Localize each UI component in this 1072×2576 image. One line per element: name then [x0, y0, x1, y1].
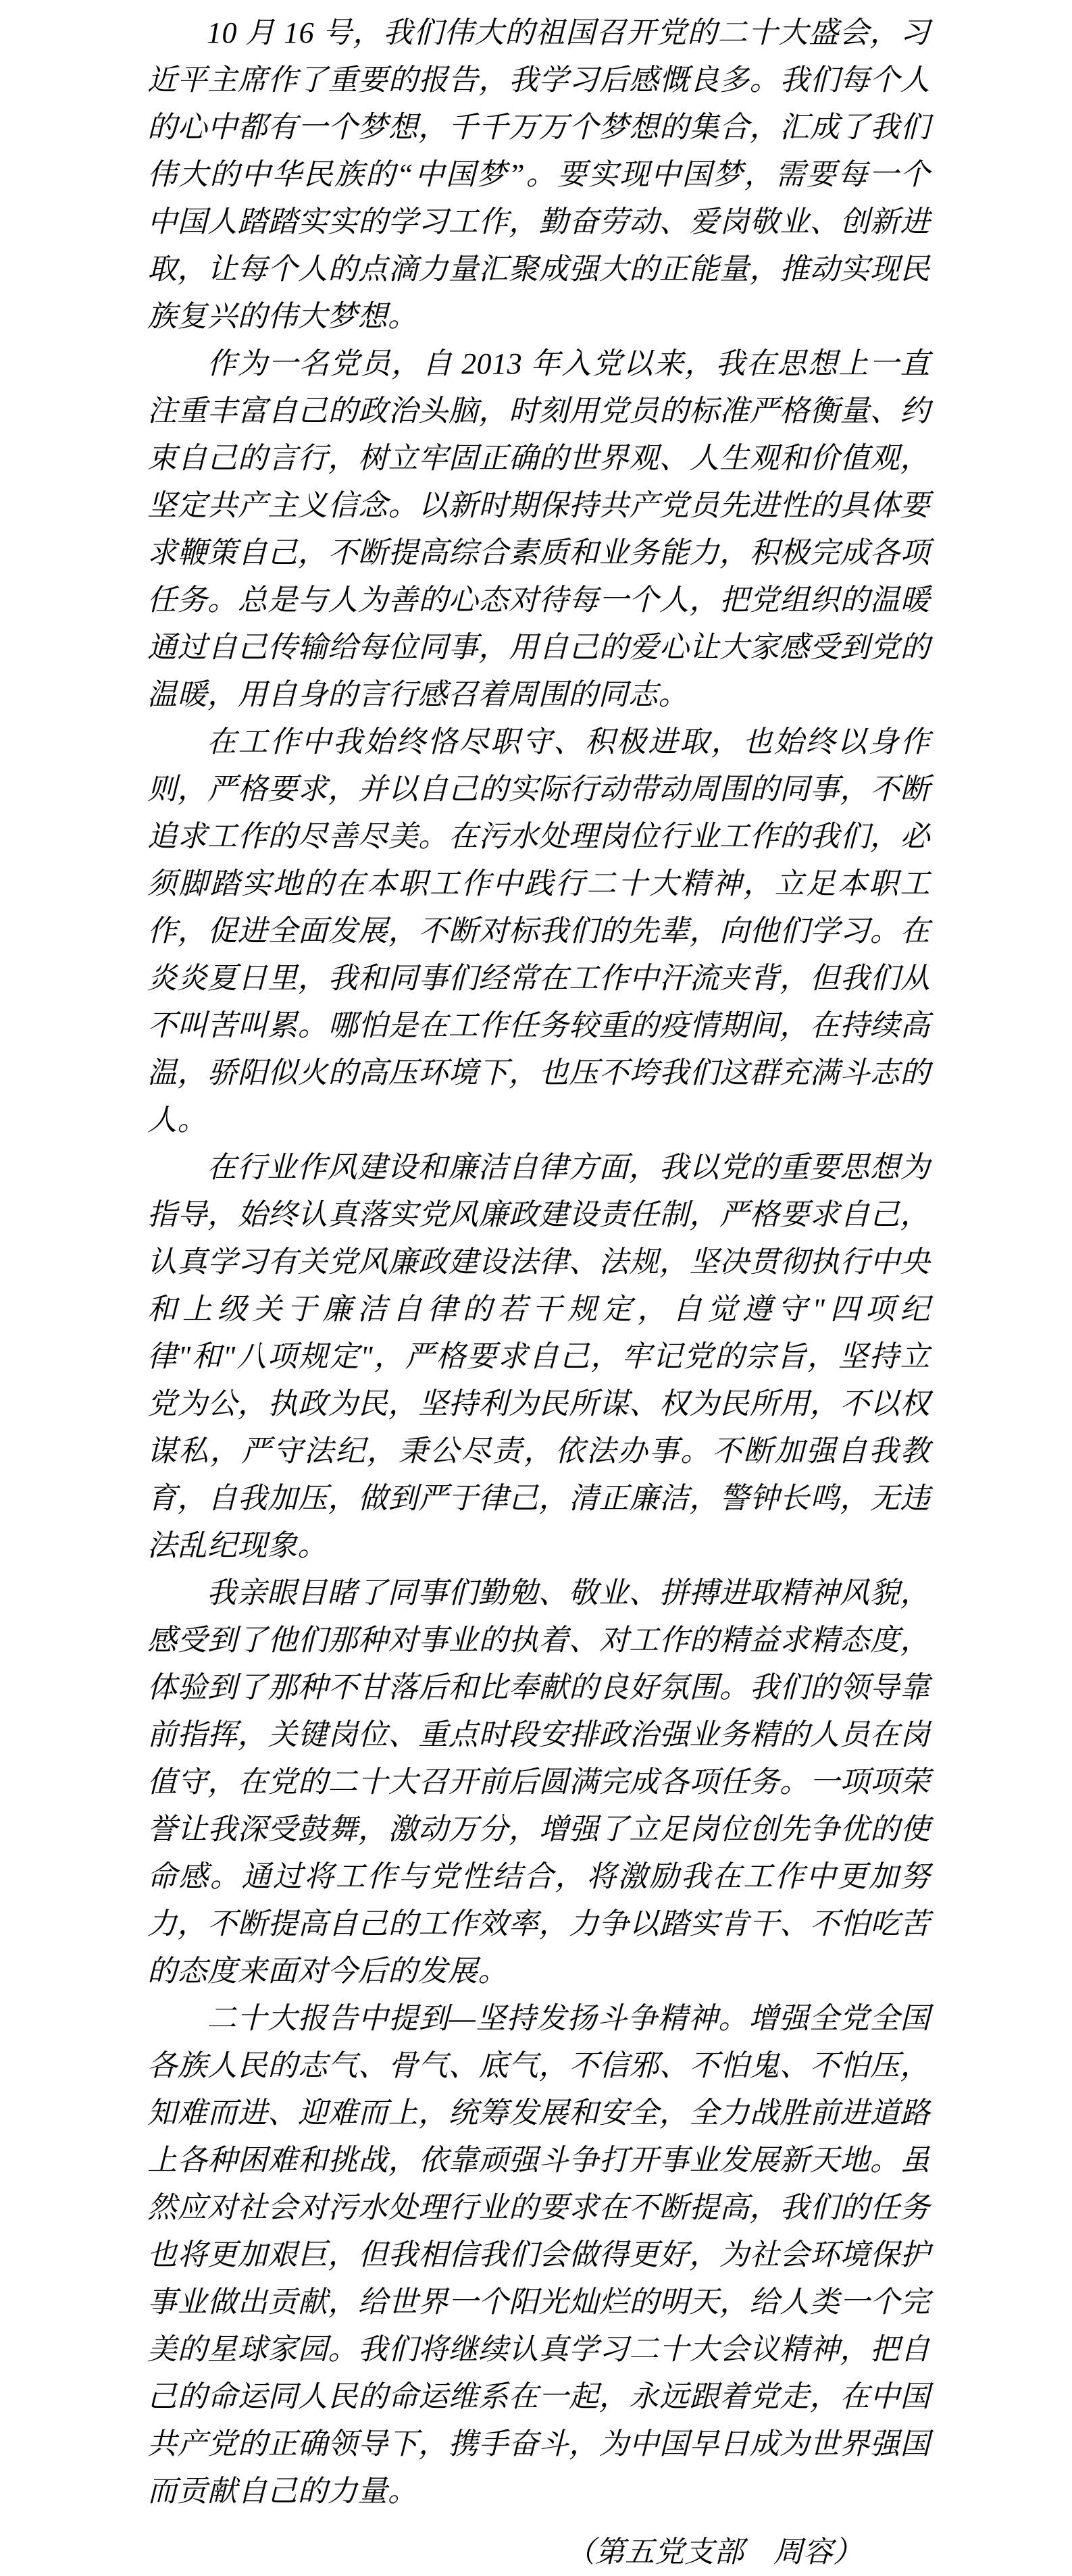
- document-body: [147, 9, 930, 2515]
- paragraph-opening: 10 月 16 号，我们伟大的祖国召开党的二十大盛会，习近平主席作了重要的报告，我学习后感慨良多。我们每个人的心中都有一个梦想，千千万万个梦想的集合，汇成了我们伟大的中华民族的“中国梦”。要实现中国梦，需要每一个中国人踏踏实实的学习工作，勤奋劳动、爱岗敬业、创新进取，让每个人的点滴力量汇聚成强大的正能量，推动实现民族复兴的伟大梦想。: [147, 16, 930, 333]
- paragraph-integrity: 在行业作风建设和廉洁自律方面，我以党的重要思想为指导，始终认真落实党风廉政建设责任制，严格要求自己，认真学习有关党风廉政建设法律、法规，坚决贯彻执行中央和上级关于廉洁自律的若干规定，自觉遵守"四项纪律"和"八项规定"，严格要求自己，牢记党的宗旨，坚持立党为公，执政为民，坚持利为民所谋、权为民所用，不以权谋私，严守法纪，秉公尽责，依法办事。不断加强自我教育，自我加压，做到严于律己，清正廉洁，警钟长鸣，无违法乱纪现象。: [147, 1151, 930, 1562]
- paragraph-colleagues: 我亲眼目睹了同事们勤勉、敬业、拼搏进取精神风貌，感受到了他们那种对事业的执着、对工作的精益求精态度，体验到了那种不甘落后和比奉献的良好氛围。我们的领导靠前指挥，关键岗位、重点时段安排政治强业务精的人员在岗值守，在党的二十大召开前后圆满完成各项任务。一项项荣誉让我深受鼓舞，激动万分，增强了立足岗位创先争优的使命感。通过将工作与党性结合，将激励我在工作中更加努力，不断提高自己的工作效率，力争以踏实肯干、不怕吃苦的态度来面对今后的发展。: [147, 1576, 930, 1988]
- signature-line: （第五党支部 周容）: [565, 2535, 863, 2569]
- paragraph-work-attitude: 在工作中我始终恪尽职守、积极进取，也始终以身作则，严格要求，并以自己的实际行动带动周围的同事，不断追求工作的尽善尽美。在污水处理岗位行业工作的我们，必须脚踏实地的在本职工作中践行二十大精神，立足本职工作，促进全面发展，不断对标我们的先辈，向他们学习。在炎炎夏日里，我和同事们经常在工作中汗流夹背，但我们从不叫苦叫累。哪怕是在工作任务较重的疫情期间，在持续高温，骄阳似火的高压环境下，也压不垮我们这群充满斗志的人。: [147, 725, 930, 1137]
- paragraph-party-member: 作为一名党员，自 2013 年入党以来，我在思想上一直注重丰富自己的政治头脑，时刻用党员的标准严格衡量、约束自己的言行，树立牢固正确的世界观、人生观和价值观，坚定共产主义信念。以新时期保持共产党员先进性的具体要求鞭策自己，不断提高综合素质和业务能力，积极完成各项任务。总是与人为善的心态对待每一个人，把党组织的温暖通过自己传输给每位同事，用自己的爱心让大家感受到党的温暖，用自身的言行感召着周围的同志。: [147, 347, 930, 711]
- paragraph-congress-report: 二十大报告中提到—坚持发扬斗争精神。增强全党全国各族人民的志气、骨气、底气，不信邪、不怕鬼、不怕压，知难而进、迎难而上，统筹发展和安全，全力战胜前进道路上各种困难和挑战，依靠顽强斗争打开事业发展新天地。虽然应对社会对污水处理行业的要求在不断提高，我们的任务也将更加艰巨，但我相信我们会做得更好，为社会环境保护事业做出贡献，给世界一个阳光灿烂的明天，给人类一个完美的星球家园。我们将继续认真学习二十大会议精神，把自己的命运同人民的命运维系在一起，永远跟着党走，在中国共产党的正确领导下，携手奋斗，为中国早日成为世界强国而贡献自己的力量。: [147, 2002, 930, 2508]
